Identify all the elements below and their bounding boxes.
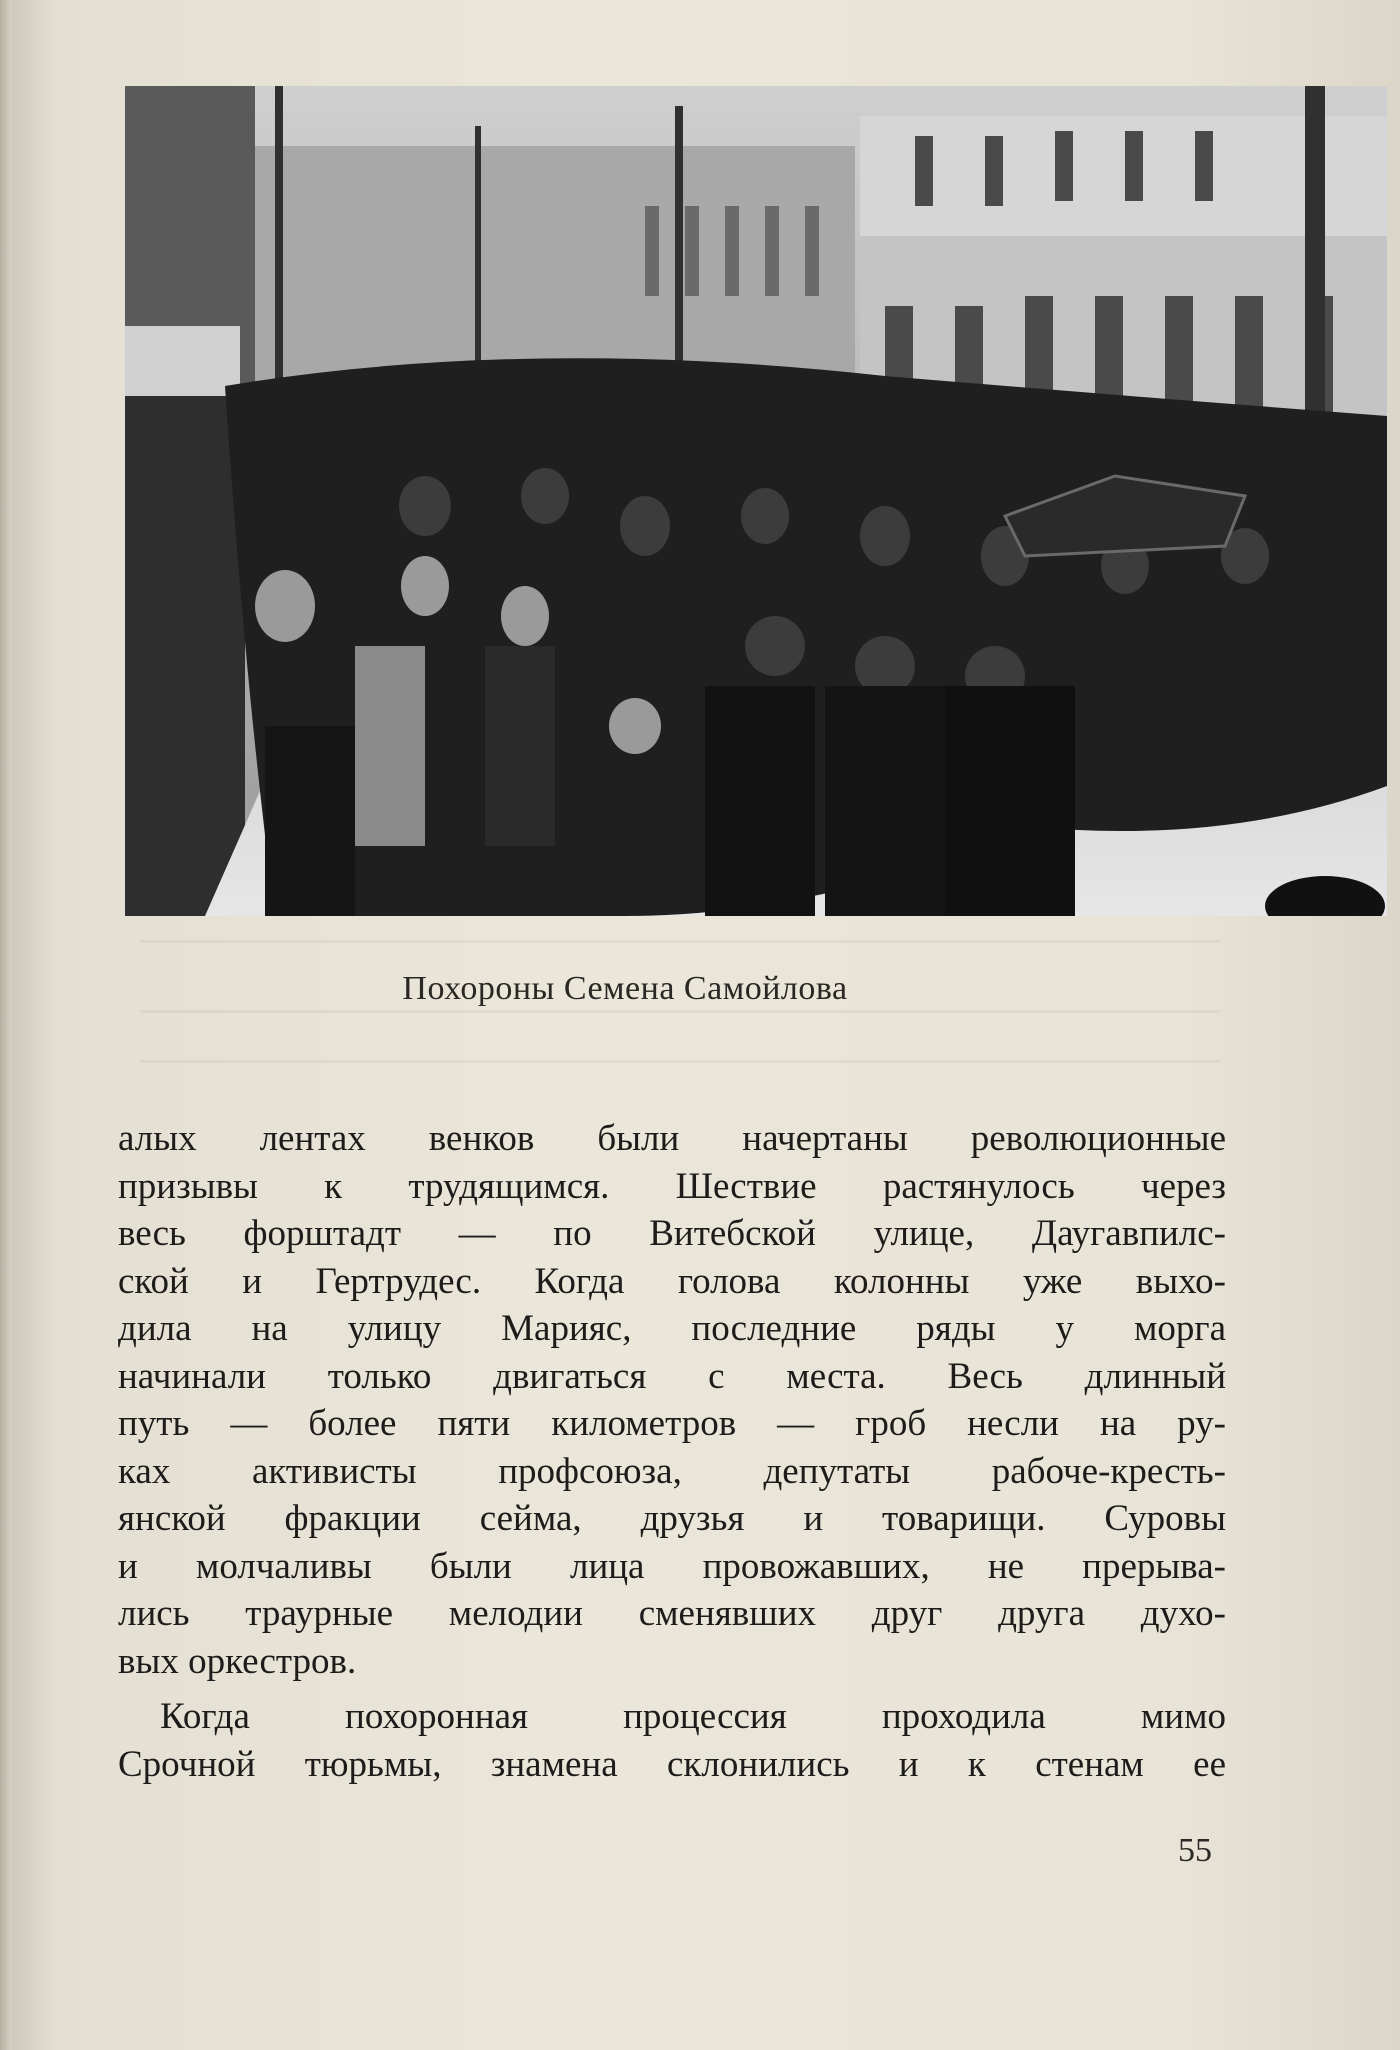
funeral-photo	[125, 86, 1387, 916]
text-line: начинали только двигаться с места. Весь длинный	[118, 1355, 1226, 1397]
text-line: янской фракции сейма, друзья и товарищи. Суровы	[118, 1498, 1226, 1539]
text-line: ках активисты профсоюза, депутаты рабоче-кресть-	[118, 1450, 1226, 1492]
photo-icon	[125, 86, 1387, 916]
text-line: дила на улицу Марияс, последние ряды у морга	[118, 1308, 1226, 1349]
show-through	[140, 1010, 1220, 1013]
text-line: ской и Гертрудес. Когда голова колонны уже выхо-	[118, 1260, 1226, 1302]
text-line: путь — более пяти километров — гроб несли на ру-	[118, 1403, 1226, 1444]
text-line: Срочной тюрьмы, знамена склонились и к стенам ее	[118, 1743, 1226, 1785]
page-number: 55	[1178, 1832, 1212, 1869]
photo-caption: Похороны Семена Самойлова	[402, 970, 848, 1007]
text-line: и молчаливы были лица провожавших, не прерыва-	[118, 1545, 1226, 1587]
text-line: лись траурные мелодии сменявших друг друга духо-	[118, 1593, 1226, 1634]
body-text	[118, 1115, 1226, 1788]
text-line: алых лентах венков были начертаны революционные	[118, 1118, 1226, 1159]
text-line: весь форштадт — по Витебской улице, Даугавпилс-	[118, 1213, 1226, 1254]
show-through	[140, 1060, 1220, 1063]
show-through	[140, 940, 1220, 943]
text-line: Когда похоронная процессия проходила мимо	[160, 1696, 1226, 1737]
page-edge	[0, 0, 12, 2050]
text-line: вых оркестров.	[118, 1640, 357, 1682]
text-line: призывы к трудящимся. Шествие растянулось через	[118, 1165, 1226, 1207]
